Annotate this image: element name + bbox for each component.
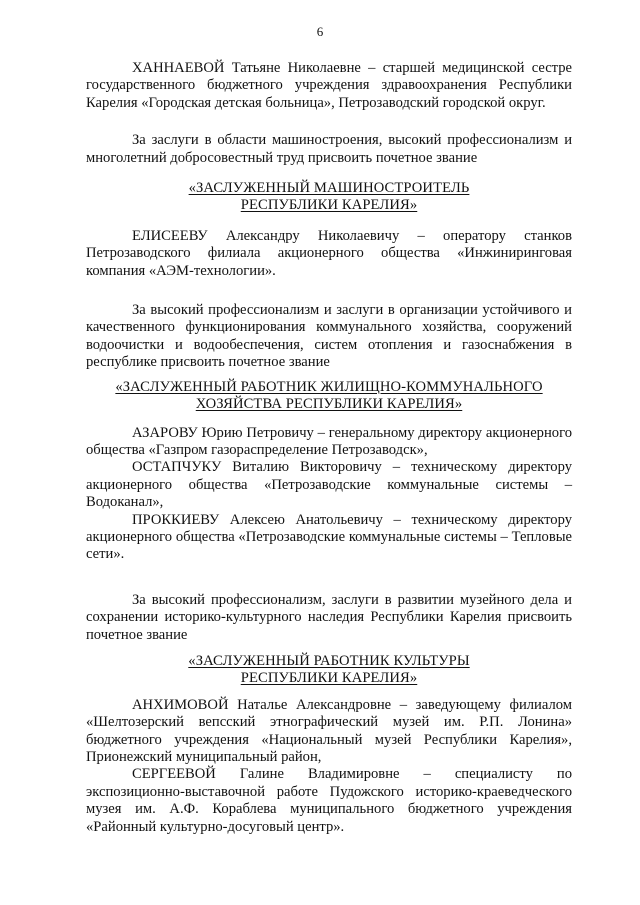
title-housing-line1: «ЗАСЛУЖЕННЫЙ РАБОТНИК ЖИЛИЩНО-КОММУНАЛЬНОГО bbox=[115, 378, 543, 395]
document-body bbox=[86, 60, 572, 836]
paragraph-machinebuilding-intro: За заслуги в области машиностроения, высокий профессионализм и многолетний добросовестный труд присвоить почетное звание bbox=[86, 132, 572, 166]
paragraph-housing-intro: За высокий профессионализм и заслуги в организации устойчивого и качественного функционирования коммунального хозяйства, сооружений водоочистки и водообеспечения, систем отопления и газоснабжения в республике присвоить почетное звание bbox=[86, 302, 572, 371]
page-number: 6 bbox=[316, 24, 324, 39]
paragraph-prokkiev: ПРОККИЕВУ Алексею Анатольевичу – техническому директору акционерного общества «Петрозаводские коммунальные системы – Тепловые сети». bbox=[86, 511, 572, 563]
title-machine-builder-line2: РЕСПУБЛИКИ КАРЕЛИЯ» bbox=[240, 197, 418, 214]
paragraph-khannaeva: ХАННАЕВОЙ Татьяне Николаевне – старшей медицинской сестре государственного бюджетного учреждения здравоохранения Республики Карелия «Городская детская больница», Петрозаводский городской округ. bbox=[86, 60, 572, 111]
title-culture-line1: «ЗАСЛУЖЕННЫЙ РАБОТНИК КУЛЬТУРЫ bbox=[188, 652, 470, 669]
paragraph-ankhimova: АНХИМОВОЙ Наталье Александровне – заведующему филиалом «Шелтозерский вепсский этнографический музей им. Р.П. Лонина» бюджетного учреждения «Национальный музей Республики Карелия», Прионежский муниципальный район, bbox=[86, 696, 572, 765]
title-housing-line2: ХОЗЯЙСТВА РЕСПУБЛИКИ КАРЕЛИЯ» bbox=[195, 396, 463, 413]
title-culture-line2: РЕСПУБЛИКИ КАРЕЛИЯ» bbox=[240, 670, 418, 687]
paragraph-culture-intro: За высокий профессионализм, заслуги в развитии музейного дела и сохранении историко-культурного наследия Республики Карелия присвоить почетное звание bbox=[86, 591, 572, 643]
paragraph-eliseev: ЕЛИСЕЕВУ Александру Николаевичу – оператору станков Петрозаводского филиала акционерного общества «Инжиниринговая компания «АЭМ-технологии». bbox=[86, 227, 572, 279]
paragraph-ostapchuk: ОСТАПЧУКУ Виталию Викторовичу – техническому директору акционерного общества «Петрозаводские коммунальные системы – Водоканал», bbox=[86, 459, 572, 511]
paragraph-azarov: АЗАРОВУ Юрию Петровичу – генеральному директору акционерного общества «Газпром газораспределение Петрозаводск», bbox=[86, 424, 572, 458]
title-machine-builder-line1: «ЗАСЛУЖЕННЫЙ МАШИНОСТРОИТЕЛЬ bbox=[188, 180, 470, 197]
paragraph-sergeeva: СЕРГЕЕВОЙ Галине Владимировне – специалисту по экспозиционно-выставочной работе Пудожского историко-краеведческого музея им. А.Ф. Кораблева муниципального бюджетного учреждения «Районный культурно-досуговый центр». bbox=[86, 766, 572, 835]
